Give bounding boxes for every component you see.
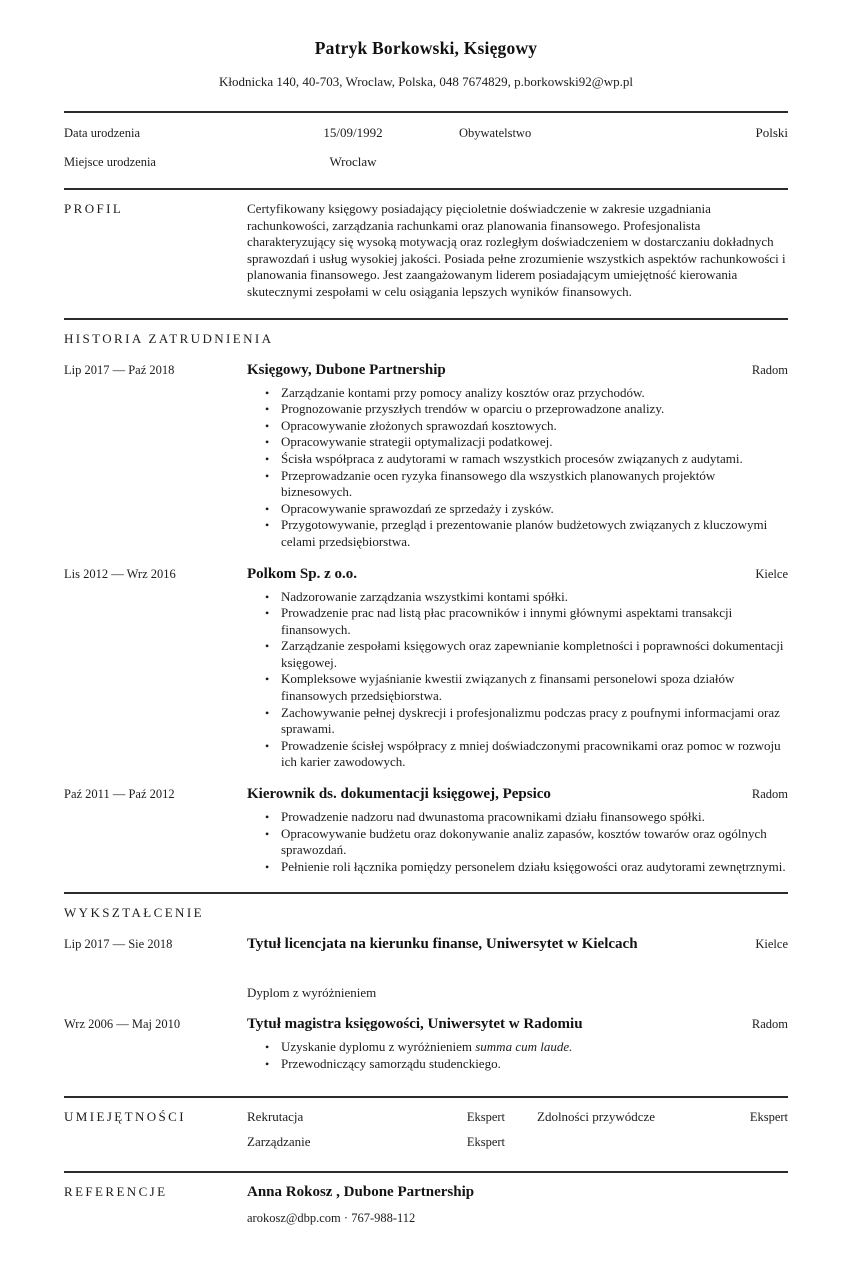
bullet-item: • Prowadzenie prac nad listą płac pracowników i innymi głównymi aspektami transakcji finansowych. [265,605,788,638]
profile-section [64,201,788,301]
education-location: Kielce [755,937,788,952]
reference-contact: arokosz@dbp.com · 767-988-112 [247,1210,416,1225]
job-title: Polkom Sp. z o.o. [247,565,358,582]
education-title: Tytuł licencjata na kierunku finanse, Uniwersytet w Kielcach [247,936,638,953]
skill-level: Ekspert [466,1109,505,1124]
job-bullets [247,379,788,551]
bullet-item: • Opracowywanie strategii optymalizacji podatkowej. [265,434,788,451]
divider [64,1171,788,1173]
education-heading: WYKSZTAŁCENIE [64,905,204,921]
education-dates: Wrz 2006 — Maj 2010 [64,1017,181,1032]
bullet-item: • Ścisła współpraca z audytorami w ramach wszystkich procesów związanych z audytami. [265,451,788,468]
job-bullets [247,583,788,772]
citizenship-value: Polski [755,125,788,140]
job-entry [64,362,788,551]
skill-name: Rekrutacja [247,1108,304,1124]
references-section [64,1184,788,1226]
divider [64,188,788,190]
education-location: Radom [751,1017,788,1032]
education-entry [64,1016,788,1072]
birth-place-label: Miejsce urodzenia [64,155,156,169]
job-dates: Lip 2017 — Paź 2018 [64,362,175,377]
bullet-italic-text: summa cum laude. [475,1039,573,1055]
bullet-item: • Kompleksowe wyjaśnianie kwestii związanych z finansami personelowi spoza działów finansowych przedsiębiorstwa. [265,671,788,704]
profile-heading: PROFIL [64,201,124,216]
education-note: Dyplom z wyróżnieniem [247,985,377,1001]
bullet-item: • Pełnienie roli łącznika pomiędzy personelem działu księgowości oraz audytorami zewnętrznymi. [265,859,788,876]
bullet-item: • Zarządzanie kontami przy pomocy analizy kosztów oraz przychodów. [265,385,788,402]
skills-heading: UMIEJĘTNOŚCI [64,1108,186,1124]
skill-item [247,1134,537,1150]
education-dates: Lip 2017 — Sie 2018 [64,937,173,952]
page-title: Patryk Borkowski, Księgowy [314,38,538,58]
skill-item [537,1109,788,1125]
job-title: Kierownik ds. dokumentacji księgowej, Pepsico [247,786,551,803]
skill-item [247,1109,537,1125]
education-title: Tytuł magistra księgowości, Uniwersytet w Radomiu [247,1016,583,1033]
personal-details [64,113,788,176]
employment-heading: HISTORIA ZATRUDNIENIA [64,330,274,346]
skill-level: Ekspert [466,1134,505,1149]
job-entry [64,786,788,875]
bullet-item: • Prowadzenie nadzoru nad dwunastoma pracownikami działu finansowego spółki. [265,809,788,826]
reference-name: Anna Rokosz , Dubone Partnership [247,1183,475,1200]
job-entry [64,566,788,772]
job-bullets [247,803,788,875]
job-location: Radom [751,787,788,802]
education-note-wrap [247,953,788,1001]
skills-grid [247,1109,788,1150]
bullet-item: • Przygotowywanie, przegląd i prezentowanie planów budżetowych związanych z kluczowymi celami przedsiębiorstwa. [265,517,788,550]
profile-text: Certyfikowany księgowy posiadający pięcioletnie doświadczenie w zakresie uzgadniania rachunkowości, zarządzania rachunkami oraz planowania finansowego. Profesjonalista charakteryzujący się wysoką motywacją oraz rozległym doświadczeniem w dostarczaniu dokładnych sprawozdań i usług wysokiej jakości. Posiada pełne zrozumienie wszystkich aspektów rachunkowości i planowania finansowego. Jest zaangażowanym liderem posiadającym umiejętność kierowania skutecznymi zespołami w celu osiągania lepszych wyników finansowych. [247,201,786,299]
skill-name: Zdolności przywódcze [537,1108,656,1124]
birth-date-value: 15/09/1992 [323,125,383,140]
divider [64,892,788,894]
bullet-text: Uzyskanie dyplomu z wyróżnieniem [281,1039,476,1055]
bullet-item: • Zachowywanie pełnej dyskrecji i profesjonalizmu podczas pracy z poufnymi informacjami oraz sprawami. [265,705,788,738]
education-entry [64,936,788,1001]
bullet-item [265,1056,788,1073]
skill-name: Zarządzanie [247,1133,311,1149]
bullet-item: • Zarządzanie zespołami księgowych oraz zapewnianie kompletności i poprawności dokumentacji księgowej. [265,638,788,671]
skill-level: Ekspert [749,1109,788,1124]
personal-details-row [64,147,788,176]
education-bullets [247,1033,788,1072]
job-location: Kielce [755,566,788,581]
job-location: Radom [751,362,788,377]
bullet-item [265,1039,788,1056]
birth-place-value: Wroclaw [329,154,377,169]
bullet-text: Przewodniczący samorządu studenckiego. [281,1056,501,1071]
skills-section [64,1109,788,1150]
divider [64,1096,788,1098]
bullet-item: • Opracowywanie złożonych sprawozdań kosztowych. [265,418,788,435]
reference-details [247,1184,788,1226]
bullet-item: • Prowadzenie ścisłej współpracy z mniej doświadczonymi pracownikami oraz pomoc w rozwoju ich karier zawodowych. [265,738,788,771]
bullet-item: • Nadzorowanie zarządzania wszystkimi kontami spółki. [265,589,788,606]
bullet-item: • Przeprowadzanie ocen ryzyka finansowego dla wszystkich planowanych projektów biznesowych. [265,468,788,501]
bullet-item: • Opracowywanie budżetu oraz dokonywanie analiz zapasów, kosztów towarów oraz ogólnych sprawozdań. [265,826,788,859]
job-dates: Paź 2011 — Paź 2012 [64,787,175,802]
birth-date-label: Data urodzenia [64,126,141,140]
contact-line: Kłodnicka 140, 40-703, Wroclaw, Polska, 048 7674829, p.borkowski92@wp.pl [218,74,634,89]
job-dates: Lis 2012 — Wrz 2016 [64,566,176,581]
bullet-item: • Prognozowanie przyszłych trendów w oparciu o przeprowadzone analizy. [265,401,788,418]
bullet-item: • Opracowywanie sprawozdań ze sprzedaży i zysków. [265,501,788,518]
citizenship-label: Obywatelstwo [459,126,532,140]
personal-details-row [64,118,788,147]
job-title: Księgowy, Dubone Partnership [247,361,446,378]
references-heading: REFERENCJE [64,1183,168,1199]
divider [64,318,788,320]
